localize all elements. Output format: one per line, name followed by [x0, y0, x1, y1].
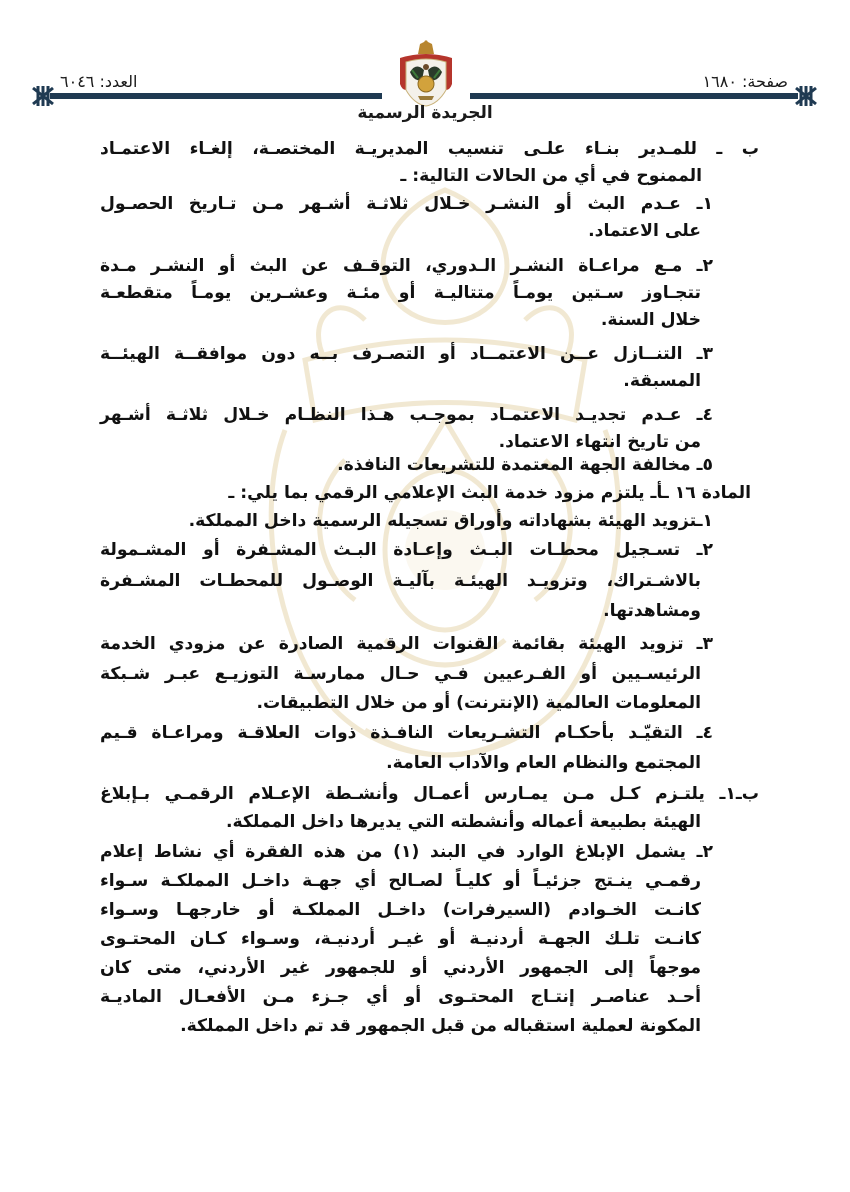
text-line: كانـت تلـك الجهـة أردنيـة أو غيـر أردنيـة، وسـواء كـان المحتـوى — [100, 929, 701, 949]
text-line: ١ـتزويد الهيئة بشهاداته وأوراق تسجيله الرسمية داخل المملكة. — [188, 511, 713, 531]
text-line: ب ـ للمـدير بنـاء علـى تنسيب المديريـة المختصـة، إلغـاء الاعتمـاد — [100, 139, 759, 159]
text-line: ٤ـ التقيّـد بأحكـام التشـريعات النافـذة ذوات العلاقـة ومراعـاة قـيم — [100, 723, 713, 743]
text-line: المادة ١٦ ـأ‌ـ يلتزم مزود خدمة البث الإعلامي الرقمي بما يلي: ـ — [228, 483, 751, 503]
text-line: على الاعتماد. — [588, 221, 701, 241]
text-line: المعلومات العالمية (الإنترنت) أو من خلال التطبيقات. — [256, 693, 701, 713]
text-line: بالاشـتراك، وتزويـد الهيئـة بآليـة الوصـول للمحطـات المشـفرة — [100, 571, 701, 591]
page-number: صفحة: ١٦٨٠ — [702, 72, 788, 91]
text-line: ٥ـ مخالفة الجهة المعتمدة للتشريعات النافذة. — [337, 455, 713, 475]
text-line: خلال السنة. — [600, 310, 701, 330]
header-rule-right — [470, 93, 798, 99]
text-line: المسبقة. — [623, 371, 701, 391]
text-line: تتجـاوز سـتين يومـاً متتاليـة أو مئـة وعشـرين يومـاً متقطعـة — [100, 283, 701, 303]
text-line: ومشاهدتها. — [603, 601, 701, 621]
text-line: الممنوح في أي من الحالات التالية: ـ — [400, 166, 702, 186]
text-line: ٤ـ عـدم تجديـد الاعتمـاد بموجـب هـذا النظـام خـلال ثلاثـة أشـهر — [100, 405, 713, 425]
text-line: الرئيسـيين أو الفـرعيين فـي حـال ممارسـة التوزيـع عبـر شـبكة — [100, 664, 701, 684]
text-line: ٢ـ مـع مراعـاة النشـر الـدوري، التوقـف عن البث أو النشـر مـدة — [100, 256, 713, 276]
gazette-title: الجريدة الرسمية — [357, 103, 493, 123]
text-line: ١ـ عـدم البث أو النشـر خـلال ثلاثـة أشـهر مـن تـاريخ الحصـول — [100, 194, 713, 214]
text-line: ٣ـ تزويد الهيئة بقائمة القنوات الرقمية الصادرة عن مزودي الخدمة — [100, 634, 713, 654]
text-line: موجهاً إلى الجمهور الأردني أو للجمهور غير الأردني، متى كان — [100, 958, 701, 978]
text-line: كانـت الخـوادم (السيرفرات) داخـل المملكـة أو خارجهـا وسـواء — [100, 900, 701, 920]
text-line: المكونة لعملية استقباله من قبل الجمهور قد تم داخل المملكة. — [180, 1016, 701, 1036]
text-line: رقمـي ينـتج جزئيـاً أو كليـاً لصـالح أي جهـة داخـل المملكـة سـواء — [100, 871, 701, 891]
text-line: ب‌ـ١ـ يلتـزم كـل مـن يمـارس أعمـال وأنشـطة الإعـلام الرقمـي بـإبلاغ — [100, 784, 759, 804]
text-line: من تاريخ انتهاء الاعتماد. — [498, 432, 701, 452]
jordan-coat-of-arms-icon — [394, 40, 458, 108]
text-line: ٢ـ تسـجيل محطـات البـث وإعـادة البـث المشـفرة أو المشـمولة — [100, 540, 713, 560]
text-line: الهيئة بطبيعة أعماله وأنشطته التي يديرها داخل المملكة. — [225, 812, 701, 832]
text-line: ٣ـ التنــازل عــن الاعتمــاد أو التصـرف بــه دون موافقــة الهيئــة — [100, 344, 713, 364]
text-line: ٢ـ يشمل الإبلاغ الوارد في البند (١) من هذه الفقرة أي نشاط إعلام — [100, 842, 713, 862]
text-line: أحـد عناصـر إنتـاج المحتـوى أو أي جـزء مـن الأفعـال الماديـة — [100, 987, 701, 1007]
issue-number: العدد: ٦٠٤٦ — [60, 72, 138, 91]
header-rule-left — [50, 93, 382, 99]
text-line: المجتمع والنظام العام والآداب العامة. — [386, 753, 701, 773]
